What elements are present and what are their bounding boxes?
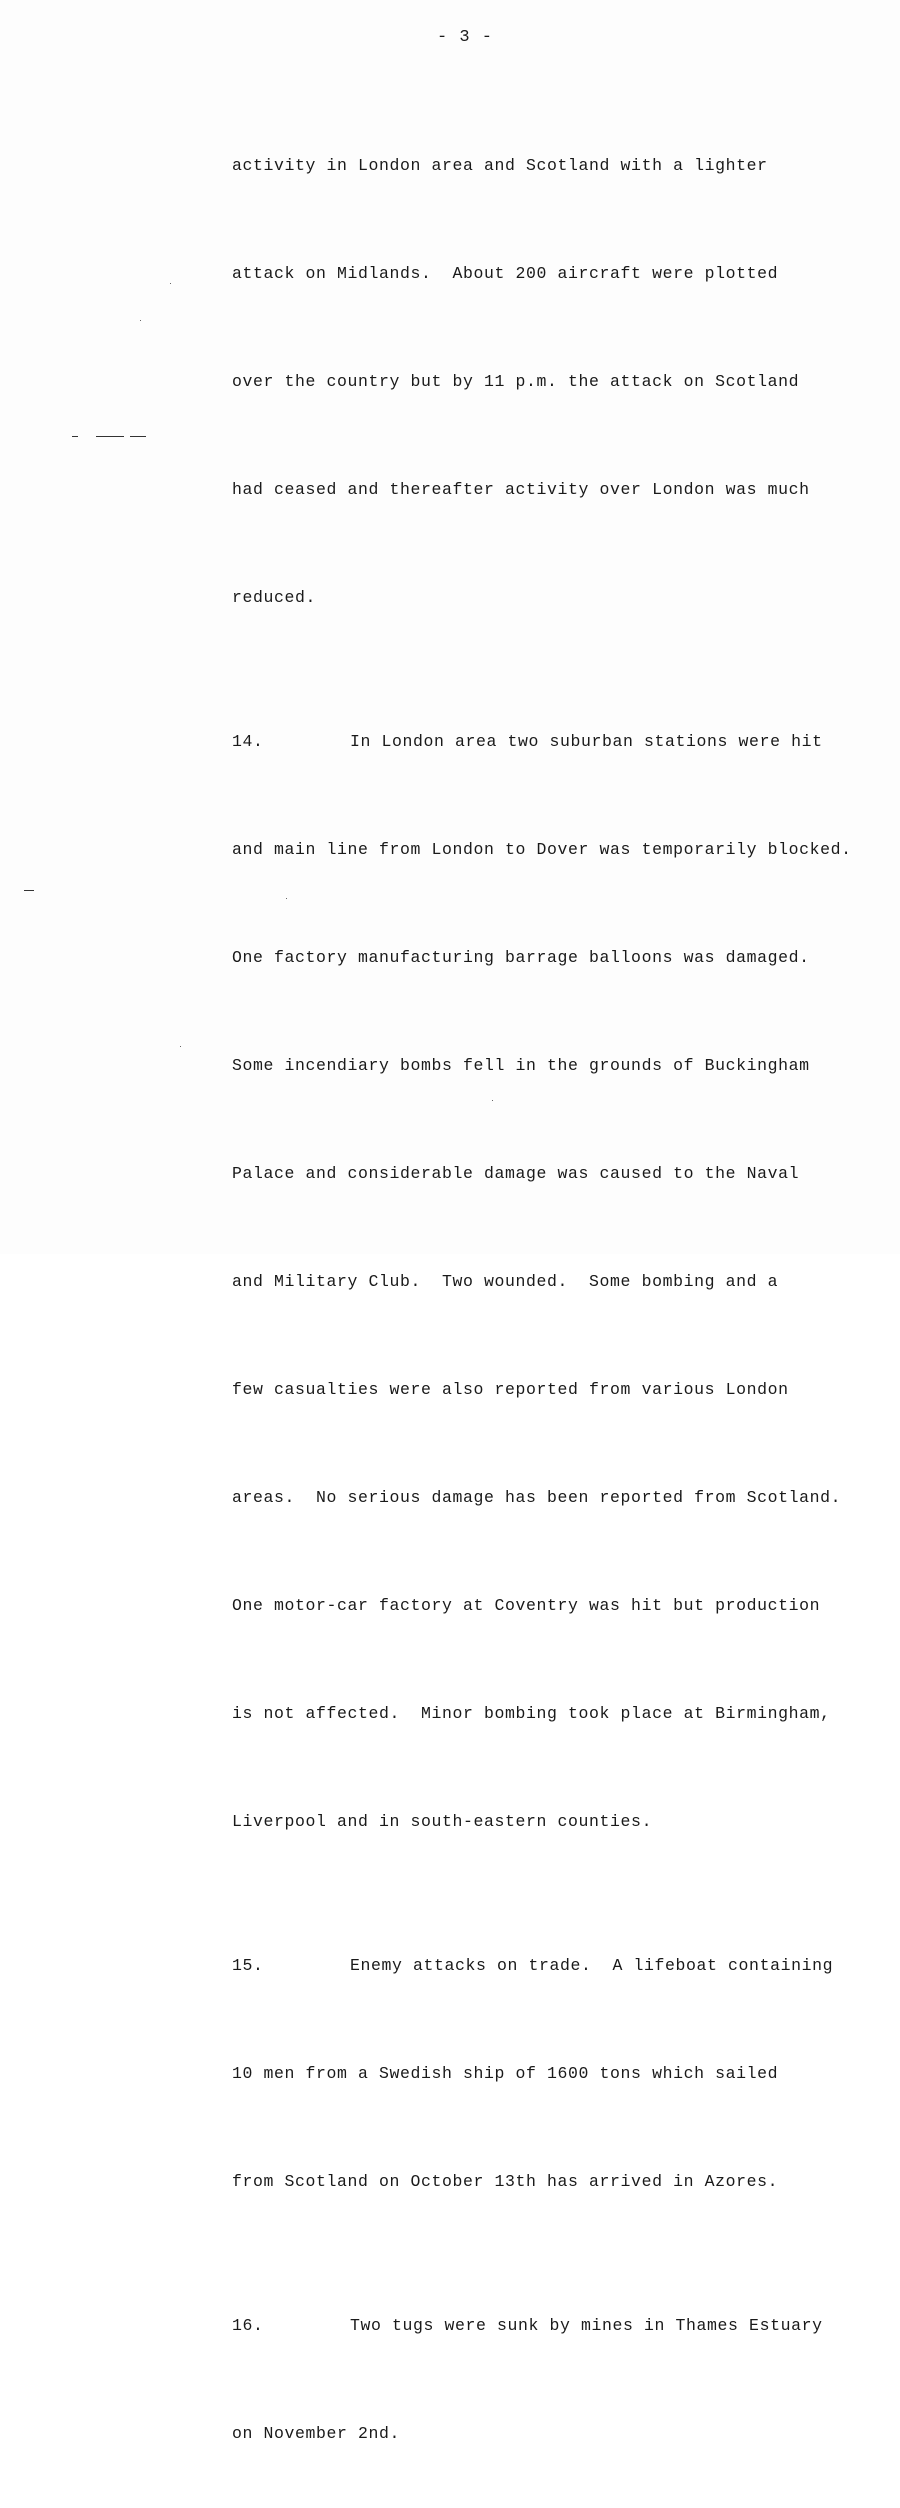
- text-line: One factory manufacturing barrage balloons was damaged.: [232, 948, 810, 967]
- paragraph-number: 14.: [232, 732, 264, 751]
- text-line: on November 2nd.: [232, 2424, 401, 2443]
- text-line: Liverpool and in south-eastern counties.: [232, 1812, 653, 1831]
- text-line: activity in London area and Scotland with a lighter: [232, 156, 768, 175]
- text-line: had ceased and thereafter activity over London was much: [232, 480, 810, 499]
- paragraph-15-first-line: [232, 1948, 882, 1984]
- body-text: [232, 76, 882, 2508]
- scan-speck: [180, 1046, 181, 1047]
- scan-speck: [170, 283, 171, 284]
- text-line: few casualties were also reported from various London: [232, 1380, 789, 1399]
- margin-mark: [130, 436, 146, 437]
- paragraph-number: 16.: [232, 2316, 264, 2335]
- text-segment: In London area two suburban stations were hit: [350, 732, 823, 751]
- text-line: One motor-car factory at Coventry was hit but production: [232, 1596, 821, 1615]
- text-line: attack on Midlands. About 200 aircraft were plotted: [232, 264, 779, 283]
- text-segment: Enemy attacks on trade. A lifeboat containing: [350, 1956, 834, 1975]
- text-line: Some incendiary bombs fell in the grounds of Buckingham: [232, 1056, 810, 1075]
- paragraph-16-first-line: [232, 2308, 882, 2344]
- text-line: is not affected. Minor bombing took place at Birmingham,: [232, 1704, 831, 1723]
- text-line: reduced.: [232, 588, 317, 607]
- text-line: Palace and considerable damage was caused to the Naval: [232, 1164, 800, 1183]
- text-line: 10 men from a Swedish ship of 1600 tons which sailed: [232, 2064, 779, 2083]
- text-line: over the country but by 11 p.m. the attack on Scotland: [232, 372, 800, 391]
- text-line: from Scotland on October 13th has arrived in Azores.: [232, 2172, 779, 2191]
- text-line: areas. No serious damage has been reported from Scotland.: [232, 1488, 842, 1507]
- margin-mark: [24, 890, 34, 891]
- margin-mark: [96, 436, 124, 437]
- margin-mark: [72, 436, 78, 437]
- text-line: and Military Club. Two wounded. Some bombing and a: [232, 1272, 779, 1291]
- paragraph-number: 15.: [232, 1956, 264, 1975]
- paragraph-14-first-line: [232, 724, 882, 760]
- scan-speck: [140, 320, 141, 321]
- text-line: and main line from London to Dover was temporarily blocked.: [232, 840, 852, 859]
- page-number: - 3 -: [436, 28, 493, 47]
- text-segment: Two tugs were sunk by mines in Thames Estuary: [350, 2316, 823, 2335]
